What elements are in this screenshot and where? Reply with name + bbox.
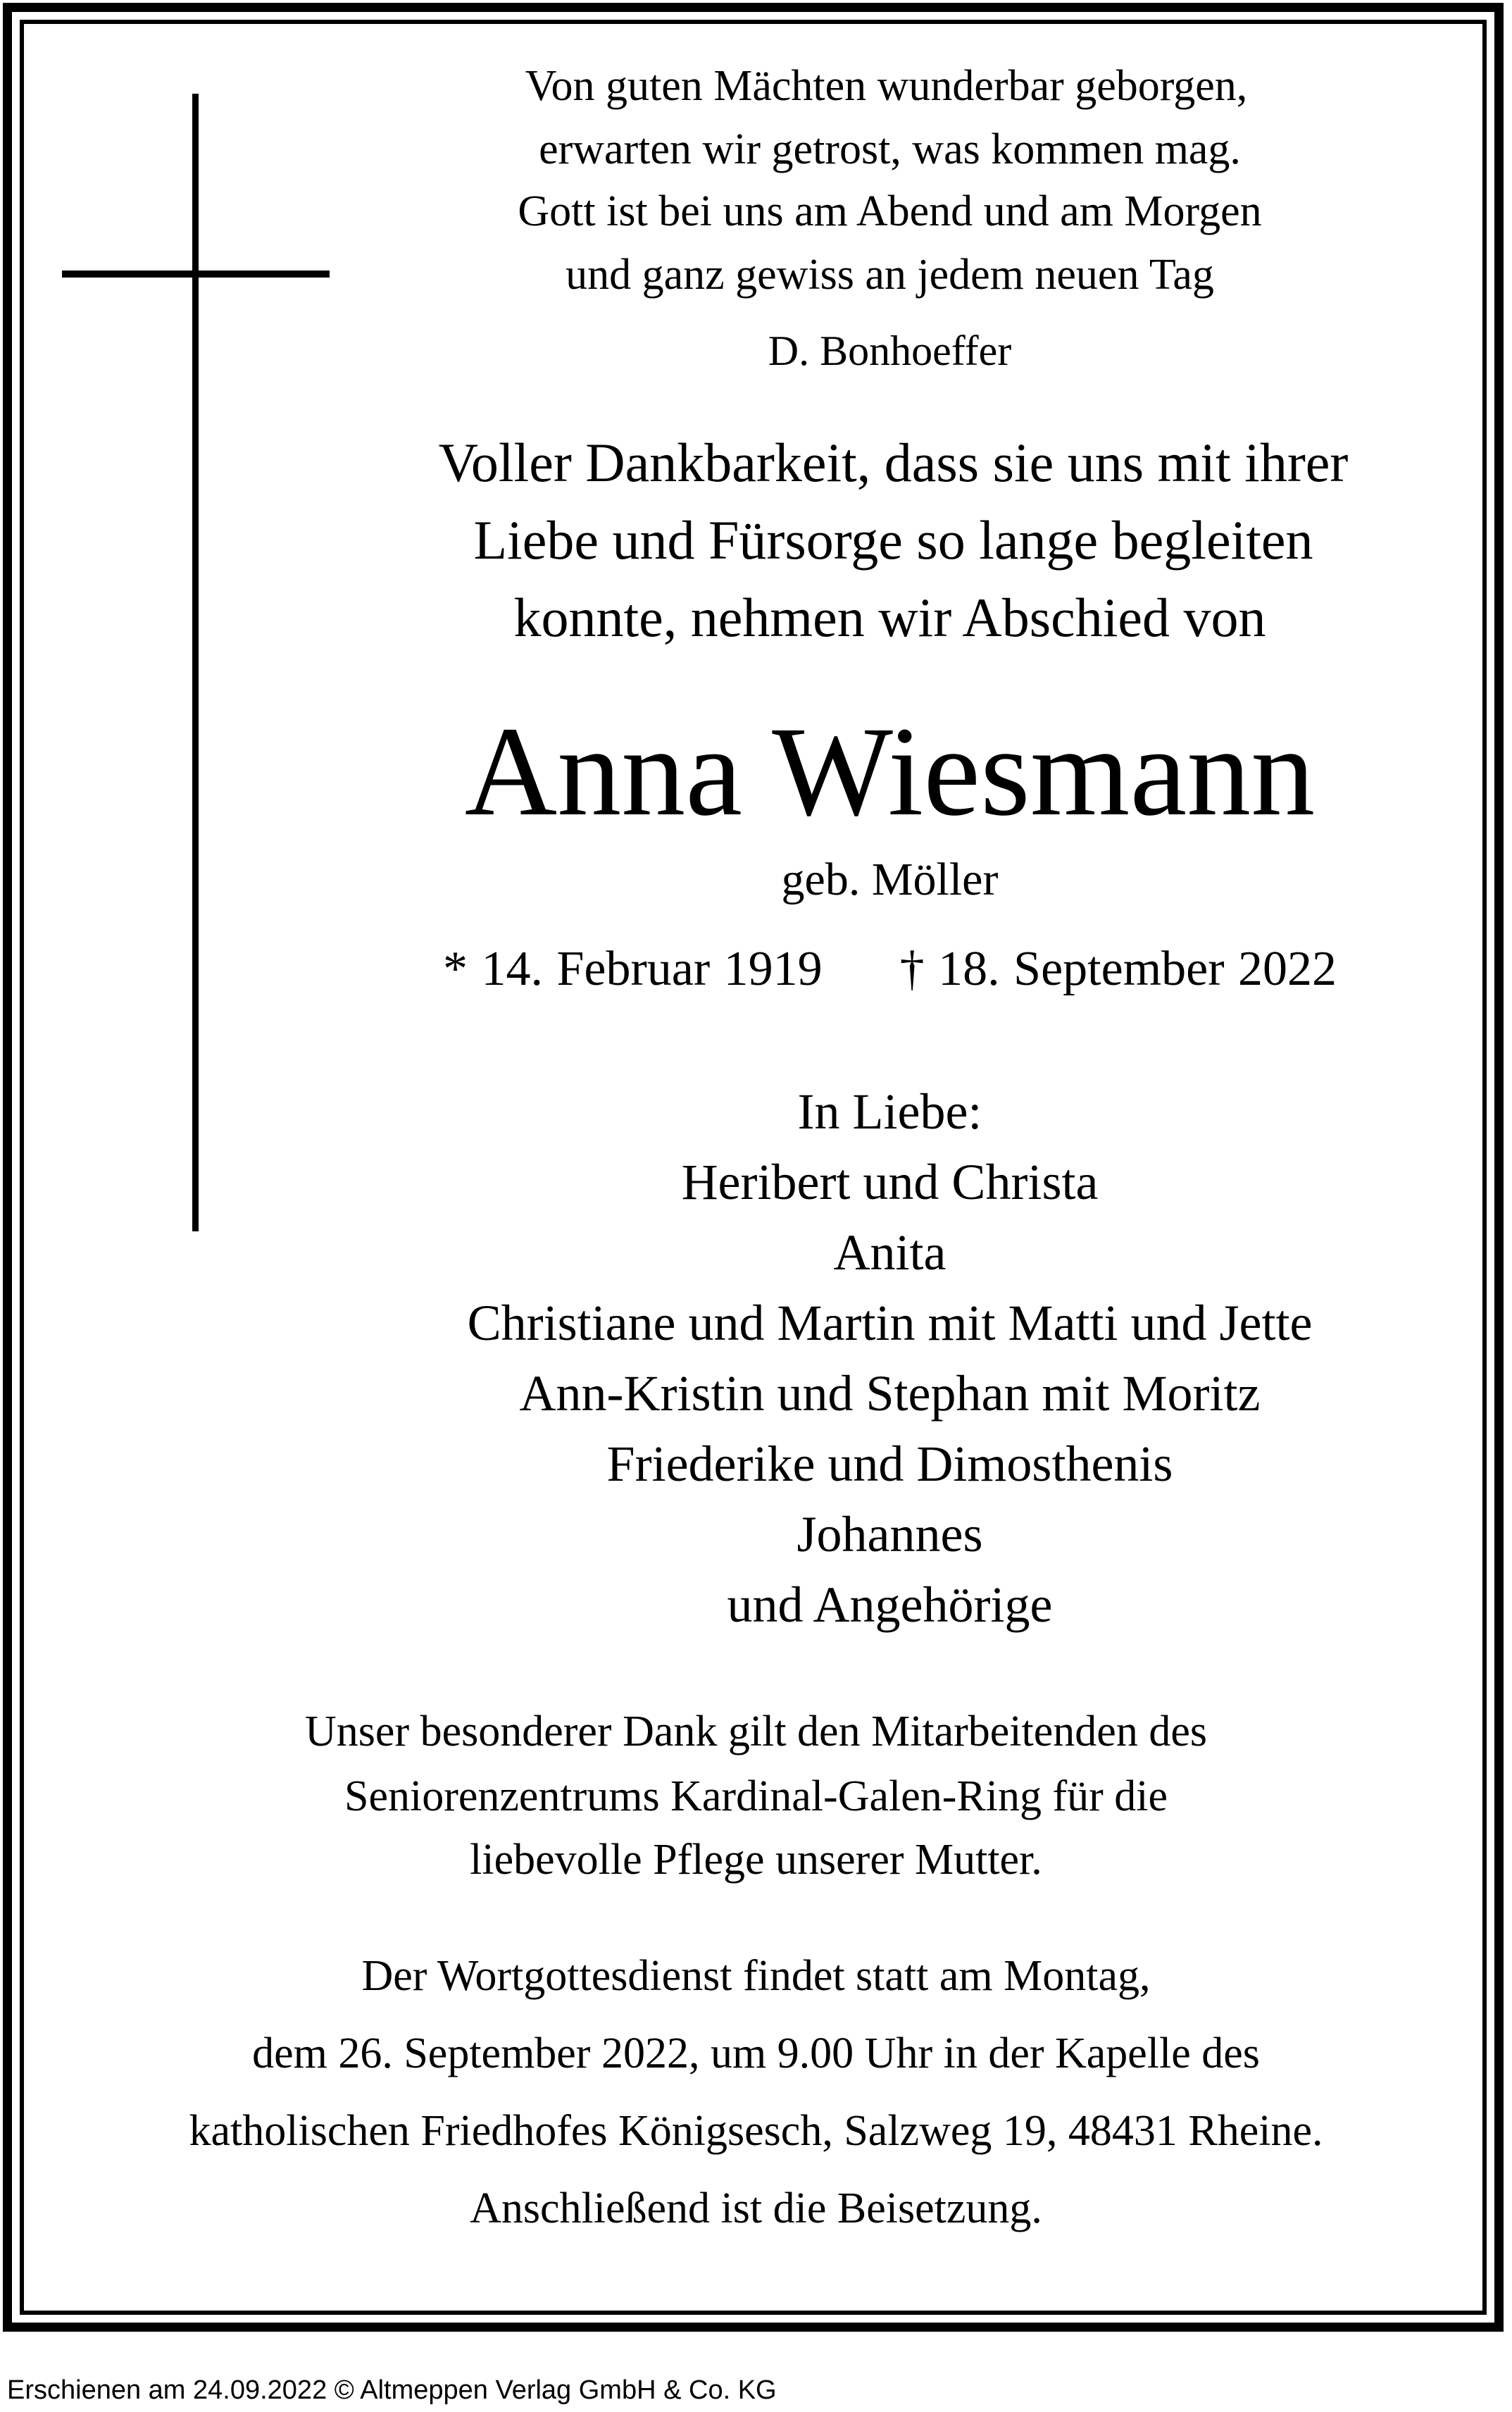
quote-line: und ganz gewiss an jedem neuen Tag [566,251,1214,299]
mourner-name: und Angehörige [727,1577,1053,1633]
mourner-name: Anita [833,1224,946,1281]
birth-name: geb. Möller [781,854,999,905]
intro-line: Liebe und Fürsorge so lange begleiten [473,509,1313,571]
thanks-line: Unser besonderer Dank gilt den Mitarbeitenden des [305,1708,1207,1755]
publication-footer: Erschienen am 24.09.2022 © Altmeppen Verlag GmbH & Co. KG [7,2375,777,2405]
service-line: katholischen Friedhofes Königsesch, Salzweg 19, 48431 Rheine. [189,2107,1323,2155]
thanks-line: liebevolle Pflege unserer Mutter. [470,1836,1042,1884]
mourner-name: Christiane und Martin mit Matti und Jette [467,1295,1313,1351]
mourners-heading: In Liebe: [797,1083,982,1140]
intro-line: Voller Dankbarkeit, dass sie uns mit ihrer [438,432,1349,493]
service-line: Anschließend ist die Beisetzung. [470,2184,1042,2232]
service-line: dem 26. September 2022, um 9.00 Uhr in der Kapelle des [252,2029,1260,2077]
mourner-name: Ann-Kristin und Stephan mit Moritz [519,1365,1261,1422]
deceased-name: Anna Wiesmann [464,701,1316,843]
intro-line: konnte, nehmen wir Abschied von [513,587,1266,648]
death-date: † 18. September 2022 [899,942,1337,996]
quote-line: Gott ist bei uns am Abend und am Morgen [518,187,1262,235]
birth-date: * 14. Februar 1919 [442,942,823,996]
life-dates [134,942,1512,996]
quote-line: erwarten wir getrost, was kommen mag. [539,125,1241,173]
quote-author: D. Bonhoeffer [768,328,1012,374]
thanks-line: Seniorenzentrums Kardinal-Galen-Ring für die [344,1772,1168,1820]
mourner-name: Johannes [796,1506,983,1562]
service-line: Der Wortgottesdienst findet statt am Montag, [361,1952,1151,2000]
mourner-name: Friederike und Dimosthenis [606,1436,1173,1492]
mourner-name: Heribert und Christa [681,1154,1099,1210]
quote-line: Von guten Mächten wunderbar geborgen, [525,62,1248,110]
